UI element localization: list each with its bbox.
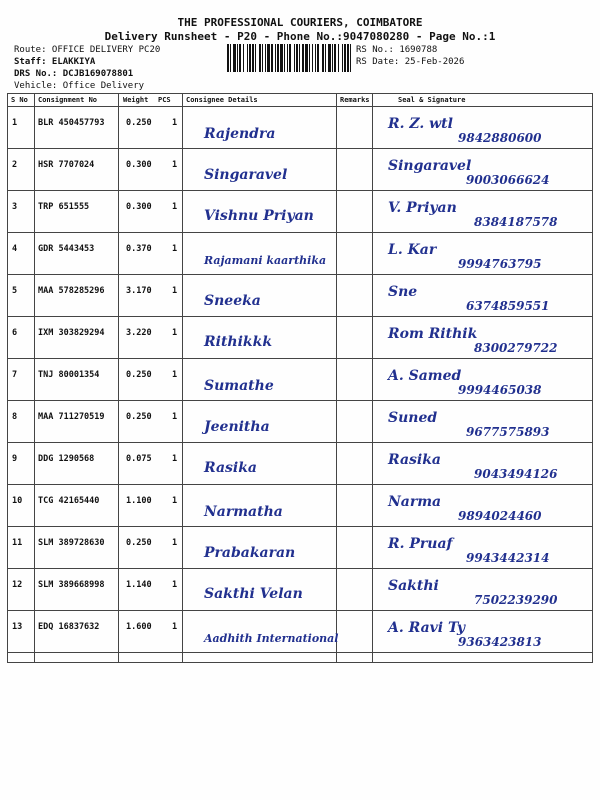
phone-handwritten: 9003066624 <box>466 173 550 187</box>
barcode-image <box>227 44 354 72</box>
barcode-bar <box>296 44 298 72</box>
consignment-number-cell: GDR 5443453 <box>38 244 95 254</box>
pcs-cell: 1 <box>172 496 178 506</box>
consignment-number-cell: DDG 1290568 <box>38 454 95 464</box>
consignment-number-cell: MAA 578285296 <box>38 286 105 296</box>
phone-handwritten: 9943442314 <box>466 551 550 565</box>
barcode-bar <box>262 44 263 72</box>
consignment-number-cell: MAA 711270519 <box>38 412 105 422</box>
signature-handwritten: L. Kar <box>388 242 437 258</box>
barcode-bar <box>332 44 333 72</box>
sno-cell: 10 <box>12 496 23 506</box>
sno-cell: 8 <box>12 412 18 422</box>
barcode-bar <box>284 44 285 72</box>
handwriting-layer <box>8 190 592 232</box>
signature-handwritten: Singaravel <box>388 158 472 174</box>
consignee-name-handwritten: Jeenitha <box>204 419 270 435</box>
consignment-number-cell: SLM 389728630 <box>38 538 105 548</box>
weight-cell: 3.170 <box>126 286 152 296</box>
sno-cell: 11 <box>12 538 23 548</box>
barcode-bar <box>271 44 273 72</box>
handwriting-layer <box>8 148 592 190</box>
sno-cell: 3 <box>12 202 18 212</box>
weight-cell: 1.140 <box>126 580 152 590</box>
consignee-name-handwritten: Vishnu Priyan <box>204 208 314 224</box>
barcode-bar <box>239 44 241 72</box>
company-title: THE PROFESSIONAL COURIERS, COIMBATORE <box>177 16 423 29</box>
sno-cell: 4 <box>12 244 18 254</box>
drs-number: DRS No.: DCJB169078801 <box>14 69 134 79</box>
barcode-bar <box>299 44 300 72</box>
pcs-cell: 1 <box>172 412 178 422</box>
phone-handwritten: 9994763795 <box>458 257 542 271</box>
consignment-number-cell: EDQ 16837632 <box>38 622 100 632</box>
header-remarks: Remarks <box>340 96 370 104</box>
barcode-bar <box>255 44 256 72</box>
handwriting-layer <box>8 526 592 568</box>
consignment-number-cell: TNJ 80001354 <box>38 370 100 380</box>
barcode-bar <box>275 44 276 72</box>
pcs-cell: 1 <box>172 244 178 254</box>
barcode-bar <box>328 44 331 72</box>
signature-handwritten: A. Ravi Ty <box>388 620 465 636</box>
table-row <box>8 358 592 401</box>
signature-handwritten: Narma <box>388 494 442 510</box>
pcs-cell: 1 <box>172 622 178 632</box>
barcode-bar <box>342 44 343 72</box>
pcs-cell: 1 <box>172 202 178 212</box>
staff: Staff: ELAKKIYA <box>14 57 96 67</box>
barcode-bar <box>325 44 326 72</box>
barcode-bar <box>252 44 254 72</box>
table-row <box>8 484 592 527</box>
pcs-cell: 1 <box>172 286 178 296</box>
weight-cell: 1.600 <box>126 622 152 632</box>
header-sno: S No <box>11 96 28 104</box>
weight-cell: 0.250 <box>126 118 152 128</box>
consignment-number-cell: SLM 389668998 <box>38 580 105 590</box>
consignee-name-handwritten: Narmatha <box>204 504 283 520</box>
consignee-name-handwritten: Aadhith International <box>204 632 339 645</box>
sno-cell: 6 <box>12 328 18 338</box>
table-row <box>8 568 592 611</box>
handwriting-layer <box>8 442 592 484</box>
header-weight: Weight <box>123 96 149 104</box>
table-row <box>8 316 592 359</box>
barcode-bar <box>322 44 324 72</box>
barcode-bar <box>289 44 291 72</box>
pcs-cell: 1 <box>172 328 178 338</box>
table-row <box>8 400 592 443</box>
signature-handwritten: Sakthi <box>388 578 439 594</box>
runsheet-subtitle: Delivery Runsheet - P20 - Phone No.:9047080280 - Page No.:1 <box>104 30 496 43</box>
barcode-bar <box>334 44 336 72</box>
pcs-cell: 1 <box>172 580 178 590</box>
pcs-cell: 1 <box>172 160 178 170</box>
signature-handwritten: Rom Rithik <box>388 326 478 342</box>
barcode-bar <box>338 44 339 72</box>
table-row <box>8 148 592 191</box>
header-consignment: Consignment No <box>38 96 98 104</box>
pcs-cell: 1 <box>172 118 178 128</box>
barcode-bar <box>227 44 229 72</box>
phone-handwritten: 9994465038 <box>458 383 542 397</box>
barcode-bar <box>259 44 261 72</box>
consignee-name-handwritten: Sumathe <box>204 378 274 394</box>
weight-cell: 1.100 <box>126 496 152 506</box>
weight-cell: 0.075 <box>126 454 152 464</box>
table-row <box>8 526 592 569</box>
weight-cell: 3.220 <box>126 328 152 338</box>
handwriting-layer <box>8 232 592 274</box>
header-consignee: Consignee Details <box>186 96 258 104</box>
consignment-number-cell: TCG 42165440 <box>38 496 100 506</box>
sno-cell: 2 <box>12 160 18 170</box>
consignee-name-handwritten: Rajamani kaarthika <box>204 254 327 267</box>
handwriting-layer <box>8 106 592 148</box>
table-row <box>8 274 592 317</box>
signature-handwritten: Rasika <box>388 452 441 468</box>
consignee-name-handwritten: Rasika <box>204 460 257 476</box>
barcode-bar <box>237 44 238 72</box>
handwriting-layer <box>8 568 592 610</box>
table-row <box>8 610 592 653</box>
handwriting-layer <box>8 274 592 316</box>
consignee-name-handwritten: Singaravel <box>204 167 288 183</box>
route: Route: OFFICE DELIVERY PC20 <box>14 45 161 55</box>
rs-number: RS No.: 1690788 <box>356 45 438 55</box>
barcode-bar <box>233 44 236 72</box>
weight-cell: 0.300 <box>126 202 152 212</box>
barcode-bar <box>243 44 244 72</box>
phone-handwritten: 9043494126 <box>474 467 558 481</box>
sno-cell: 13 <box>12 622 23 632</box>
barcode-bar <box>317 44 319 72</box>
phone-handwritten: 9677575893 <box>466 425 550 439</box>
barcode-bar <box>315 44 316 72</box>
weight-cell: 0.250 <box>126 412 152 422</box>
handwriting-layer <box>8 484 592 526</box>
barcode-bar <box>267 44 270 72</box>
barcode-bar <box>287 44 288 72</box>
table-row <box>8 190 592 233</box>
signature-handwritten: A. Samed <box>388 368 462 384</box>
consignee-name-handwritten: Rajendra <box>204 126 276 142</box>
table-row <box>8 106 592 149</box>
table-header <box>8 93 592 107</box>
sno-cell: 7 <box>12 370 18 380</box>
runsheet-table <box>7 93 593 663</box>
consignee-name-handwritten: Prabakaran <box>204 545 296 561</box>
pcs-cell: 1 <box>172 370 178 380</box>
signature-handwritten: Suned <box>388 410 438 426</box>
rs-date: RS Date: 25-Feb-2026 <box>356 57 465 67</box>
weight-cell: 0.250 <box>126 370 152 380</box>
consignment-number-cell: BLR 450457793 <box>38 118 105 128</box>
consignee-name-handwritten: Rithikkk <box>204 334 273 350</box>
consignment-number-cell: IXM 303829294 <box>38 328 105 338</box>
barcode-bar <box>302 44 304 72</box>
phone-handwritten: 6374859551 <box>466 299 550 313</box>
barcode-bar <box>249 44 251 72</box>
sno-cell: 5 <box>12 286 18 296</box>
consignment-number-cell: TRP 651555 <box>38 202 90 212</box>
barcode-bar <box>305 44 308 72</box>
barcode-bar <box>350 44 351 72</box>
phone-handwritten: 8300279722 <box>474 341 558 355</box>
consignment-number-cell: HSR 7707024 <box>38 160 95 170</box>
barcode-bar <box>280 44 283 72</box>
runsheet-meta-right <box>356 44 464 68</box>
phone-handwritten: 9894024460 <box>458 509 542 523</box>
weight-cell: 0.250 <box>126 538 152 548</box>
barcode-bar <box>265 44 266 72</box>
handwriting-layer <box>8 358 592 400</box>
pcs-cell: 1 <box>172 538 178 548</box>
barcode-bar <box>230 44 231 72</box>
table-row <box>8 442 592 485</box>
table-row <box>8 232 592 275</box>
barcode-bar <box>344 44 346 72</box>
barcode-bar <box>309 44 310 72</box>
phone-handwritten: 7502239290 <box>474 593 558 607</box>
weight-cell: 0.370 <box>126 244 152 254</box>
sno-cell: 12 <box>12 580 23 590</box>
consignee-name-handwritten: Sakthi Velan <box>204 586 303 602</box>
sno-cell: 1 <box>12 118 18 128</box>
runsheet-meta-left <box>14 44 160 92</box>
barcode-bar <box>347 44 349 72</box>
handwriting-layer <box>8 610 592 652</box>
header-seal: Seal & Signature <box>398 96 466 104</box>
header-pcs: PCS <box>158 96 171 104</box>
barcode-bar <box>277 44 279 72</box>
signature-handwritten: Sne <box>388 284 418 300</box>
phone-handwritten: 8384187578 <box>474 215 558 229</box>
vehicle: Vehicle: Office Delivery <box>14 81 145 91</box>
phone-handwritten: 9363423813 <box>458 635 542 649</box>
handwriting-layer <box>8 316 592 358</box>
signature-handwritten: V. Priyan <box>388 200 457 216</box>
consignee-name-handwritten: Sneeka <box>204 293 261 309</box>
signature-handwritten: R. Pruaf <box>388 536 453 552</box>
signature-handwritten: R. Z. wtl <box>388 116 453 132</box>
phone-handwritten: 9842880600 <box>458 131 542 145</box>
weight-cell: 0.300 <box>126 160 152 170</box>
sno-cell: 9 <box>12 454 18 464</box>
barcode-bar <box>247 44 248 72</box>
handwriting-layer <box>8 400 592 442</box>
pcs-cell: 1 <box>172 454 178 464</box>
barcode-bar <box>312 44 313 72</box>
barcode-bar <box>294 44 295 72</box>
